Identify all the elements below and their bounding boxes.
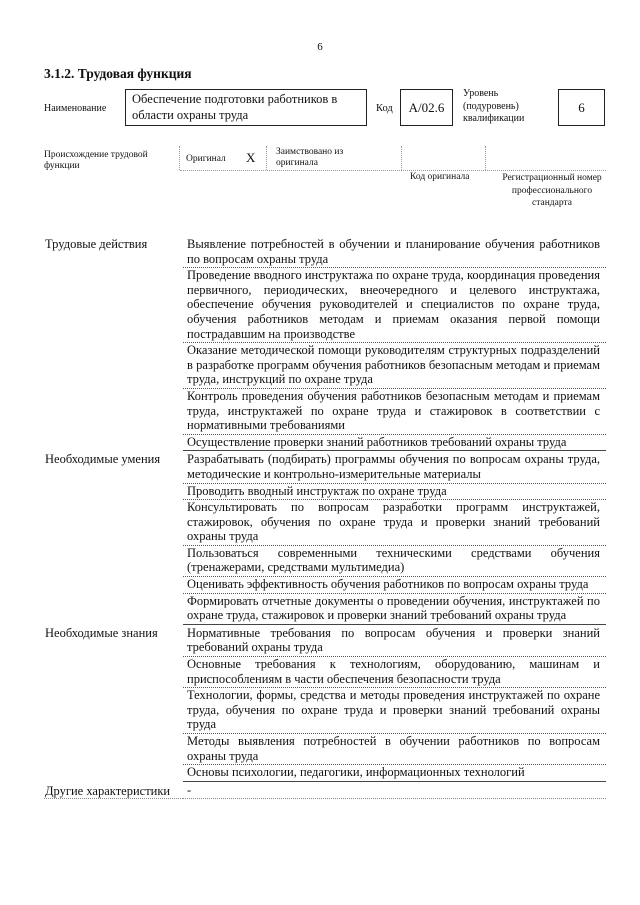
origin-underline (180, 170, 606, 171)
list-item: Формировать отчетные документы о проведении обучения, инструктажей по охране труда, стажировок и проверки знаний требований охраны труда (183, 594, 606, 625)
level-label-line: (подуровень) (463, 100, 519, 112)
list-item: Пользоваться современными техническими средствами обучения (тренажерами, средствами мультимедиа) (183, 546, 606, 577)
list-item: Разрабатывать (подбирать) программы обучения по вопросам охраны труда, методические и контрольно-измерительные материалы (183, 452, 606, 483)
list-item: Оценивать эффективность обучения работников по вопросам охраны труда (183, 577, 606, 594)
list-item: Контроль проведения обучения работников безопасным методам и приемам труда, инструктажей по охране труда и стажировок в соответствии с нормативными требованиями (183, 389, 606, 435)
row-label: Трудовые действия (45, 237, 148, 251)
table-row-skills (44, 452, 606, 625)
list-item: Нормативные требования по вопросам обучения и проверки знаний требований охраны труда (183, 626, 606, 657)
page-number: 6 (317, 41, 323, 53)
row-items (183, 626, 606, 782)
code-label: Код (376, 103, 393, 114)
row-items (183, 783, 606, 800)
table-row-other (44, 783, 606, 800)
list-item: Осуществление проверки знаний работников требований охраны труда (183, 435, 606, 452)
table-row-labor-actions (44, 237, 606, 451)
function-name-box: Обеспечение подготовки работников в области охраны труда (125, 89, 367, 126)
origin-label: Происхождение трудовой функции (44, 150, 148, 171)
function-table (44, 237, 606, 799)
function-code-box: А/02.6 (400, 89, 453, 126)
list-item: Проводить вводный инструктаж по охране труда (183, 484, 606, 501)
name-label: Наименование (44, 103, 107, 114)
reg-number-label: Регистрационный номер профессионального стандарта (502, 173, 602, 208)
section-title: 3.1.2. Трудовая функция (44, 66, 192, 81)
row-items (183, 237, 606, 451)
original-label: Оригинал (186, 154, 226, 164)
list-item: Консультировать по вопросам разработки программ инструктажей, стажировок, обучения по охране труда и проверки знаний требований охраны труда (183, 500, 606, 546)
list-item: Выявление потребностей в обучении и планирование обучения работников по вопросам охраны труда (183, 237, 606, 268)
list-item: Основы психологии, педагогики, информационных технологий (183, 765, 606, 782)
borrowed-label: Заимствовано из оригинала (276, 147, 344, 168)
row-label: Необходимые знания (45, 625, 158, 640)
level-label-line: квалификации (463, 113, 525, 124)
list-item: Основные требования к технологиям, оборудованию, машинам и приспособлениям в части обеспечения безопасности труда (183, 657, 606, 688)
list-item: Проведение вводного инструктажа по охране труда, координация проведения первичного, периодических, внеочередного и целевого инструктажа, обеспечение обучения руководителей и специалистов по охране труда, обучения работников методам и приемам оказания первой помощи пострадавшим на производстве (183, 268, 606, 343)
origin-divider (401, 146, 402, 170)
list-item: Технологии, формы, средства и методы проведения инструктажей по охране труда, обучения по охране труда и проверки знаний требований охраны труда (183, 688, 606, 734)
code-original-label: Код оригинала (410, 172, 470, 182)
qualification-level-box: 6 (558, 89, 605, 126)
row-label: Необходимые умения (45, 452, 161, 467)
origin-divider (266, 146, 267, 170)
list-item: Оказание методической помощи руководителям структурных подразделений в разработке программ обучения работников безопасным методам и приемам труда, инструкций по охране труда (183, 343, 606, 389)
table-row-knowledge (44, 626, 606, 782)
origin-divider (179, 146, 180, 170)
row-items (183, 452, 606, 625)
level-label-line: Уровень (463, 88, 499, 99)
original-mark: X (246, 150, 256, 165)
origin-divider (485, 146, 486, 170)
level-label (463, 88, 524, 126)
list-item: - (183, 783, 606, 800)
row-label: Другие характеристики (44, 783, 183, 800)
list-item: Методы выявления потребностей в обучении работников по вопросам охраны труда (183, 734, 606, 765)
